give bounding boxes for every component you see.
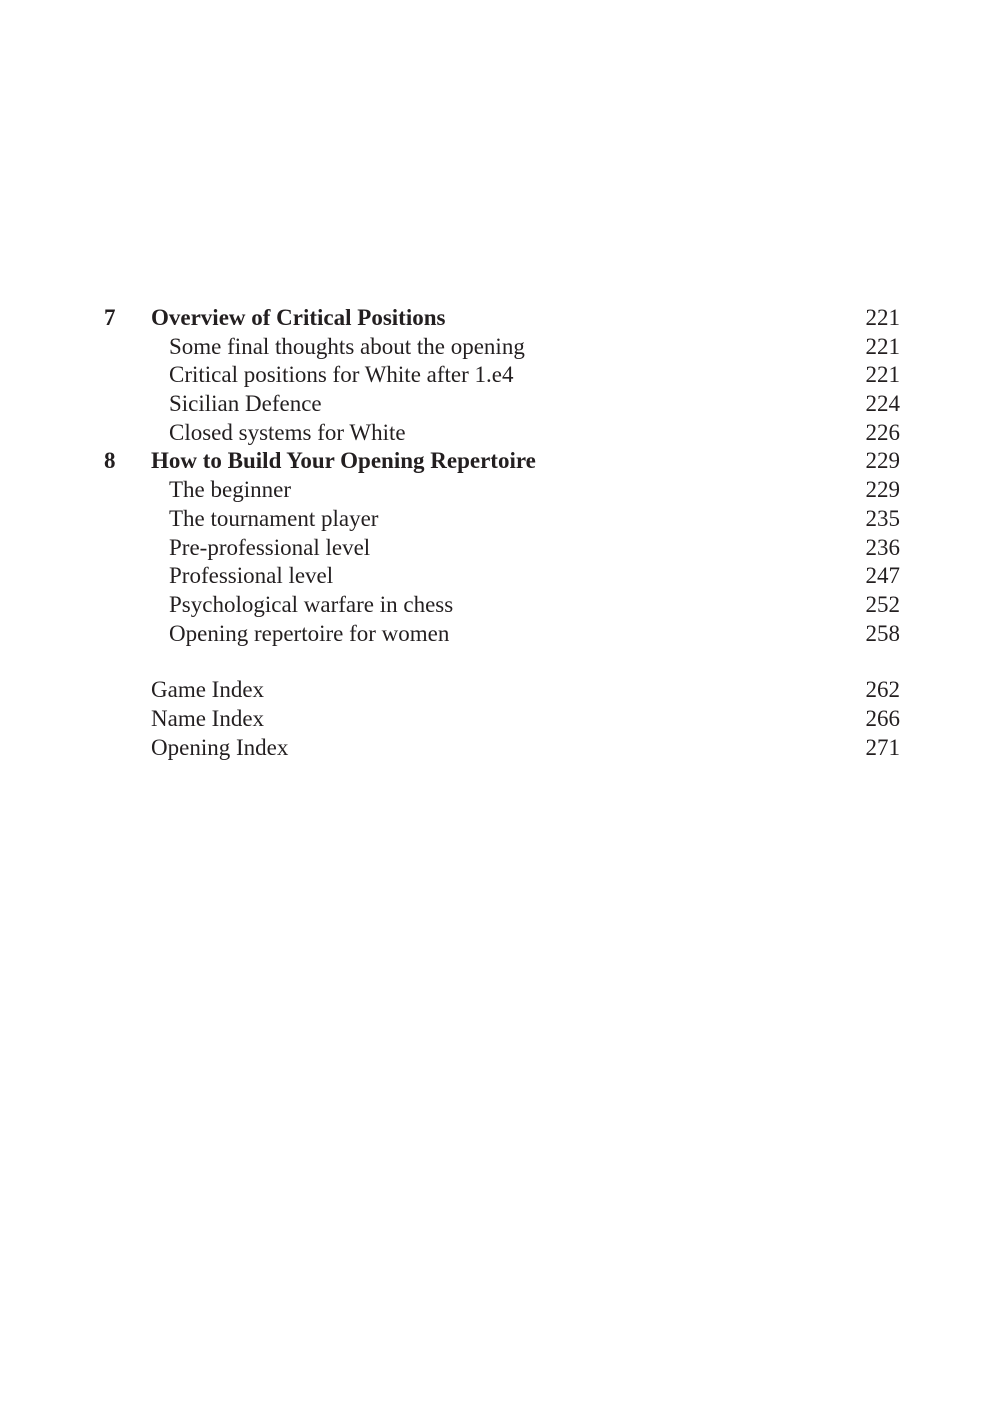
chapter-entry[interactable]	[0, 447, 1000, 476]
index-title: Game Index	[151, 677, 265, 703]
section-entry[interactable]	[0, 476, 1000, 505]
section-title: Professional level	[169, 563, 334, 589]
chapter-number: 8	[104, 448, 116, 474]
section-title: Pre-professional level	[169, 534, 371, 560]
index-entry[interactable]	[0, 676, 1000, 705]
page-number: 224	[865, 391, 900, 417]
section-entry[interactable]	[0, 534, 1000, 563]
section-entry[interactable]	[0, 419, 1000, 448]
section-entry[interactable]	[0, 333, 1000, 362]
section-title: Sicilian Defence	[169, 391, 322, 417]
section-title: Opening repertoire for women	[169, 620, 450, 646]
page-number: 252	[865, 591, 900, 617]
page-number: 271	[865, 734, 900, 760]
page-number: 226	[865, 419, 900, 445]
page-number: 247	[865, 563, 900, 589]
chapter-title: Overview of Critical Positions	[151, 305, 446, 330]
index-title: Opening Index	[151, 734, 289, 760]
section-title: Psychological warfare in chess	[169, 591, 454, 617]
section-entry[interactable]	[0, 361, 1000, 390]
page-number: 266	[865, 705, 900, 731]
section-title: Critical positions for White after 1.e4	[169, 362, 514, 388]
index-entry[interactable]	[0, 734, 1000, 763]
page-number: 262	[865, 677, 900, 703]
section-entry[interactable]	[0, 620, 1000, 649]
section-entry[interactable]	[0, 505, 1000, 534]
page-number: 221	[865, 362, 900, 388]
section-entry[interactable]	[0, 390, 1000, 419]
section-entry[interactable]	[0, 591, 1000, 620]
index-entry[interactable]	[0, 705, 1000, 734]
page-number: 235	[865, 505, 900, 531]
page-number: 229	[865, 448, 900, 474]
section-title: The beginner	[169, 477, 291, 503]
table-of-contents	[0, 304, 1000, 762]
chapter-title: How to Build Your Opening Repertoire	[151, 448, 536, 474]
section-title: Closed systems for White	[169, 419, 406, 445]
chapter-number: 7	[104, 305, 116, 330]
page-number: 221	[865, 305, 900, 330]
section-entry[interactable]	[0, 562, 1000, 591]
page-number: 221	[865, 333, 900, 359]
section-title: Some final thoughts about the opening	[169, 333, 525, 359]
section-title: The tournament player	[169, 505, 379, 531]
page-number: 236	[865, 534, 900, 560]
page-number: 229	[865, 477, 900, 503]
spacer	[0, 648, 1000, 676]
index-title: Name Index	[151, 705, 265, 731]
page-number: 258	[865, 620, 900, 646]
chapter-entry[interactable]	[0, 304, 1000, 333]
